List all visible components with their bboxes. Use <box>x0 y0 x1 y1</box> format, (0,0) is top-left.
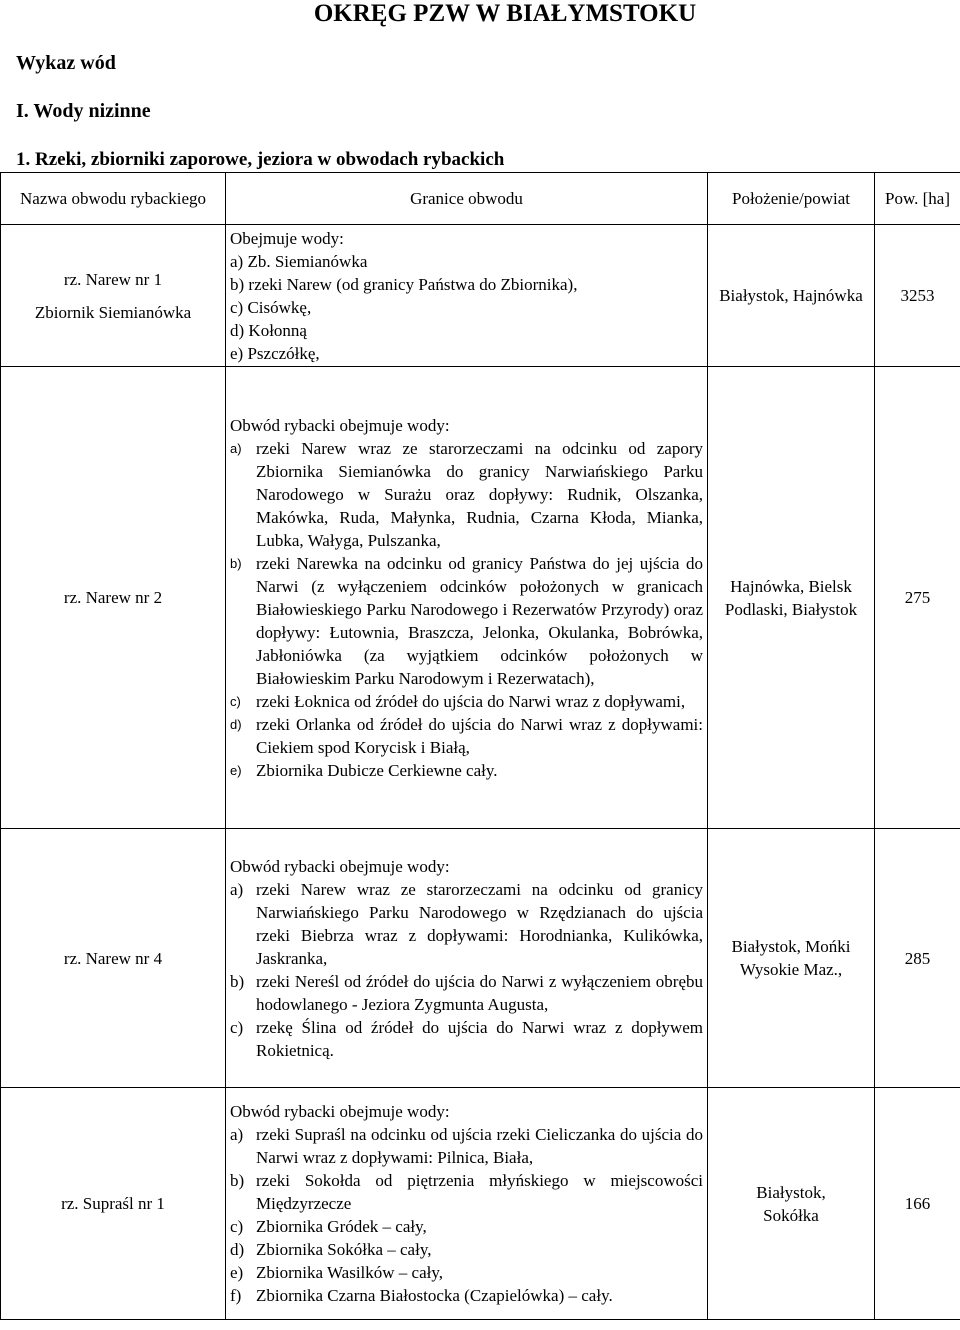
row-name-line2: Zbiornik Siemianówka <box>34 302 192 322</box>
bounds-item: a) Zb. Siemianówka <box>230 251 368 271</box>
row-location: Hajnówka, Bielsk Podlaski, Białystok <box>708 367 875 829</box>
bounds-intro: Obwód rybacki obejmuje wody: <box>230 415 450 435</box>
waters-table <box>0 172 960 1320</box>
row-location: Białystok, Hajnówka <box>708 225 875 367</box>
bounds-item: c) Zbiornika Gródek – cały, <box>230 1217 427 1236</box>
header-location: Położenie/powiat <box>708 173 875 225</box>
header-bounds: Granice obwodu <box>226 173 708 225</box>
bounds-item: b) rzeki Narewka na odcinku od granicy Państwa do jej ujścia do Narwi (z wyłączeniem odcinków położonych w granicach Białowieskiego Parku Narodowego i Rezerwatów Przyrody) oraz dopływy: Łutownia, Braszcza, Jelonka, Okulanka, Bobrówka, Jabłoniówka (za wyjątkiem odcinków położonych w Białowieskim Parku Narodowym i Rezerwatach), <box>230 553 703 688</box>
row-name: rz. Supraśl nr 1 <box>1 1088 226 1320</box>
bounds-item: d) Kołonną <box>230 320 307 340</box>
region-title: OKRĘG PZW W BIAŁYMSTOKU <box>313 0 697 27</box>
row-bounds <box>226 225 708 367</box>
bounds-item: b) rzeki Narew (od granicy Państwa do Zbiornika), <box>230 274 578 294</box>
header-area: Pow. [ha] <box>875 173 960 225</box>
table-row <box>1 829 960 1088</box>
bounds-item: a) rzeki Narew wraz ze starorzeczami na odcinku od zapory Zbiornika Siemianówka do granicy Narwiańskiego Parku Narodowego w Surażu oraz dopływy: Rudnik, Olszanka, Makówka, Ruda, Małynka, Rudnia, Czarna Kłoda, Mianka, Lubka, Wałyga, Pulszanka, <box>230 438 703 550</box>
row-area: 166 <box>875 1088 960 1320</box>
row-bounds <box>226 1088 708 1320</box>
row-area: 285 <box>875 829 960 1088</box>
row-area: 3253 <box>875 225 960 367</box>
bounds-item: a) rzeki Narew wraz ze starorzeczami na odcinku od granicy Narwiańskiego Parku Narodowego w Rzędzianach do ujścia rzeki Biebrza wraz z dopływami: Horodnianka, Kulikówka, Jaskranka, <box>230 879 703 968</box>
list-title: Wykaz wód <box>16 52 116 74</box>
bounds-item: e) Zbiornika Dubicze Cerkiewne cały. <box>230 760 498 780</box>
row-area: 275 <box>875 367 960 829</box>
bounds-intro: Obwód rybacki obejmuje wody: <box>230 856 450 876</box>
row-name: rz. Narew nr 2 <box>1 367 226 829</box>
bounds-item: f) Zbiornika Czarna Białostocka (Czapielówka) – cały. <box>230 1286 613 1305</box>
table-row <box>1 1088 960 1320</box>
bounds-item: b) rzeki Sokołda od piętrzenia młyńskiego w miejscowości Międzyrzecze <box>230 1171 703 1213</box>
bounds-item: d) rzeki Orlanka od źródeł do ujścia do Narwi wraz z dopływami: Ciekiem spod Korycisk i Białą, <box>230 714 703 757</box>
bounds-item: e) Zbiornika Wasilków – cały, <box>230 1263 444 1282</box>
row-bounds <box>226 829 708 1088</box>
row-location: Białystok, Sokółka <box>708 1088 875 1320</box>
subsection-title: 1. Rzeki, zbiorniki zaporowe, jeziora w obwodach rybackich <box>16 149 505 170</box>
header-name: Nazwa obwodu rybackiego <box>1 173 226 225</box>
row-location: Białystok, Mońki Wysokie Maz., <box>708 829 875 1088</box>
section-title: I. Wody nizinne <box>16 100 151 122</box>
bounds-intro: Obejmuje wody: <box>230 228 344 248</box>
table-row <box>1 367 960 829</box>
row-bounds <box>226 367 708 829</box>
row-name: rz. Narew nr 4 <box>1 829 226 1088</box>
bounds-intro: Obwód rybacki obejmuje wody: <box>230 1102 450 1121</box>
table-header-row <box>1 173 960 225</box>
bounds-item: b) rzeki Nereśl od źródeł do ujścia do Narwi z wyłączeniem obrębu hodowlanego - Jeziora Zygmunta Augusta, <box>230 971 703 1014</box>
row-name <box>1 225 226 367</box>
bounds-item: c) rzeki Łoknica od źródeł do ujścia do Narwi wraz z dopływami, <box>230 691 686 711</box>
table-row <box>1 225 960 367</box>
bounds-item: c) Cisówkę, <box>230 297 312 317</box>
bounds-item: c) rzekę Ślina od źródeł do ujścia do Narwi wraz z dopływem Rokietnicą. <box>230 1017 703 1060</box>
row-name-line1: rz. Narew nr 1 <box>63 269 163 289</box>
bounds-item: e) Pszczółkę, <box>230 343 320 363</box>
bounds-item: a) rzeki Supraśl na odcinku od ujścia rzeki Cieliczanka do ujścia do Narwi wraz z dopływami: Pilnica, Biała, <box>230 1125 703 1167</box>
bounds-item: d) Zbiornika Sokółka – cały, <box>230 1240 432 1259</box>
